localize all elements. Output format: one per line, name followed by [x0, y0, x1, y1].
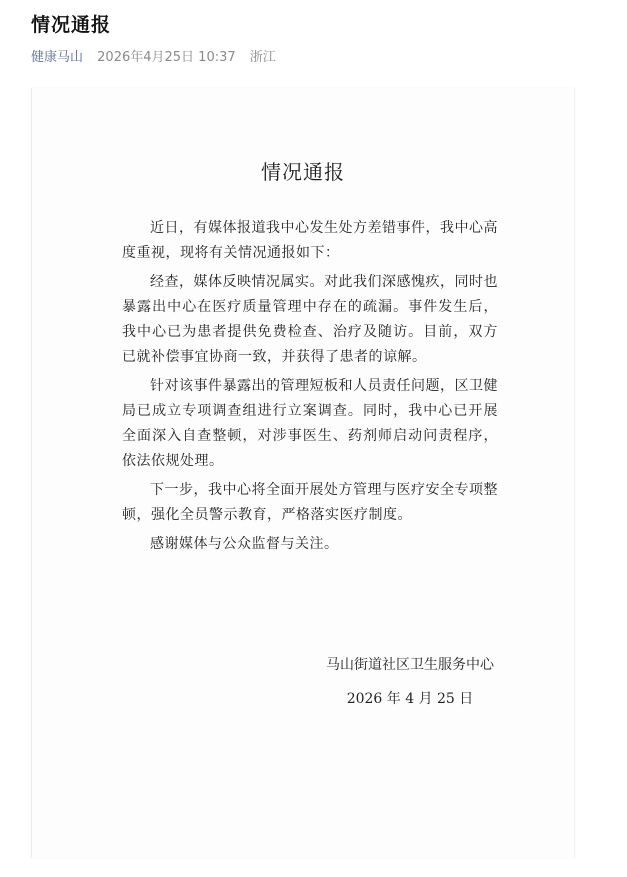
paragraph: 感谢媒体与公众监督与关注。 — [150, 536, 339, 552]
paragraph: 针对该事件暴露出的管理短板和人员责任问题，区卫健局已成立专项调查组进行立案调查。同时，我中心已开展全面深入自查整顿，对涉事医生、药剂师启动问责程序，依法依规处理。 — [122, 378, 498, 469]
article-title: 情况通报 — [31, 14, 112, 36]
publish-location: 浙江 — [249, 50, 276, 65]
paragraph: 下一步，我中心将全面开展处方管理与医疗安全专项整顿，强化全员警示教育，严格落实医疗制度。 — [122, 482, 498, 523]
document-title: 情况通报 — [261, 160, 345, 184]
notice-document-image — [31, 88, 575, 858]
paragraph: 经查，媒体反映情况属实。对此我们深感愧疚，同时也暴露出中心在医疗质量管理中存在的疏漏。事件发生后，我中心已为患者提供免费检查、治疗及随访。目前，双方已就补偿事宜协商一致，并获得了患者的谅解。 — [122, 274, 498, 365]
article-meta — [31, 46, 276, 65]
author-link[interactable]: 健康马山 — [31, 50, 84, 65]
publish-time: 2026年4月25日 10:37 — [97, 50, 236, 65]
paragraph: 近日，有媒体报道我中心发生处方差错事件，我中心高度重视，现将有关情况通报如下： — [122, 220, 498, 261]
signature-date: 2026 年 4 月 25 日 — [346, 691, 474, 707]
signature-block — [326, 648, 494, 716]
signature-organization: 马山街道社区卫生服务中心 — [326, 657, 494, 673]
document-body — [122, 216, 498, 561]
